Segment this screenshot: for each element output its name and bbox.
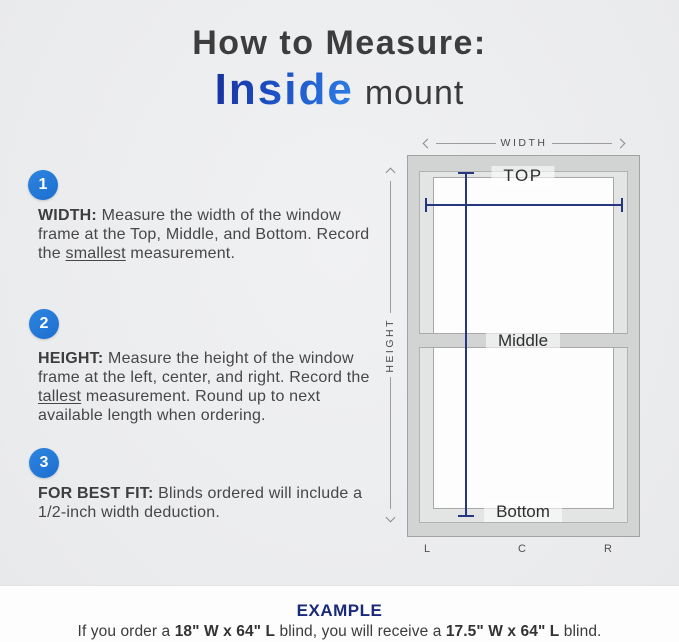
step-2-underlined-word: tallest <box>38 388 82 405</box>
step-3-body: Blinds ordered will include a 1/2-inch width deduction. <box>38 485 363 521</box>
height-measure-line <box>465 172 467 517</box>
top-position-label: TOP <box>491 166 554 186</box>
arrow-right-icon <box>616 138 626 148</box>
center-mark-label: C <box>518 543 527 555</box>
step-1-text <box>38 206 372 263</box>
arrow-line <box>390 377 391 509</box>
width-measure-cap-right <box>621 198 623 212</box>
height-measure-cap-bottom <box>458 515 474 517</box>
arrow-line <box>390 181 391 313</box>
arrow-line <box>552 143 612 144</box>
example-part1: If you order a <box>77 623 175 640</box>
example-footer <box>0 585 679 642</box>
arrow-down-icon <box>385 513 395 523</box>
bottom-position-label: Bottom <box>484 502 562 522</box>
step-1-body: Measure the width of the window frame at the Top, Middle, and Bottom. Record the <box>38 207 370 262</box>
arrow-left-icon <box>423 138 433 148</box>
middle-position-label: Middle <box>486 331 560 351</box>
step-3-text <box>38 484 372 522</box>
height-arrow-label: HEIGHT <box>384 317 396 373</box>
step-1-badge: 1 <box>28 170 58 200</box>
step-1-label: WIDTH: <box>38 207 97 224</box>
width-arrow <box>424 136 624 150</box>
window-upper-pane <box>433 177 614 334</box>
page-subtitle <box>0 65 679 115</box>
arrow-line <box>436 143 496 144</box>
left-mark-label: L <box>424 543 432 555</box>
example-sentence <box>0 623 679 641</box>
page-title: How to Measure: <box>192 24 487 62</box>
step-1-underlined-word: smallest <box>65 245 126 262</box>
step-1-tail: measurement. <box>125 245 236 262</box>
example-ordered-size: 18" W x 64" L <box>174 623 276 640</box>
step-2-text <box>38 349 372 425</box>
example-received-size: 17.5" W x 64" L <box>445 623 560 640</box>
window-lower-pane <box>433 347 614 509</box>
step-3-badge: 3 <box>29 448 59 478</box>
example-part2: blind, you will receive a <box>275 623 446 640</box>
arrow-up-icon <box>385 168 395 178</box>
width-measure-cap-left <box>425 198 427 212</box>
step-2-label: HEIGHT: <box>38 350 104 367</box>
subtitle-highlight: Inside <box>214 65 354 114</box>
height-arrow <box>383 169 397 521</box>
height-measure-cap-top <box>458 172 474 174</box>
right-mark-label: R <box>604 543 613 555</box>
width-measure-line <box>425 204 623 206</box>
example-heading: EXAMPLE <box>296 601 383 620</box>
subtitle-suffix: mount <box>364 74 465 112</box>
width-arrow-label: WIDTH <box>500 137 548 149</box>
step-3-label: FOR BEST FIT: <box>38 485 154 502</box>
example-part3: blind. <box>559 623 602 640</box>
title-block <box>0 24 679 115</box>
step-2-body: Measure the height of the window frame at the left, center, and right. Record the <box>38 350 370 386</box>
step-2-tail: measurement. Round up to next available length when ordering. <box>38 388 321 424</box>
step-2-badge: 2 <box>29 309 59 339</box>
